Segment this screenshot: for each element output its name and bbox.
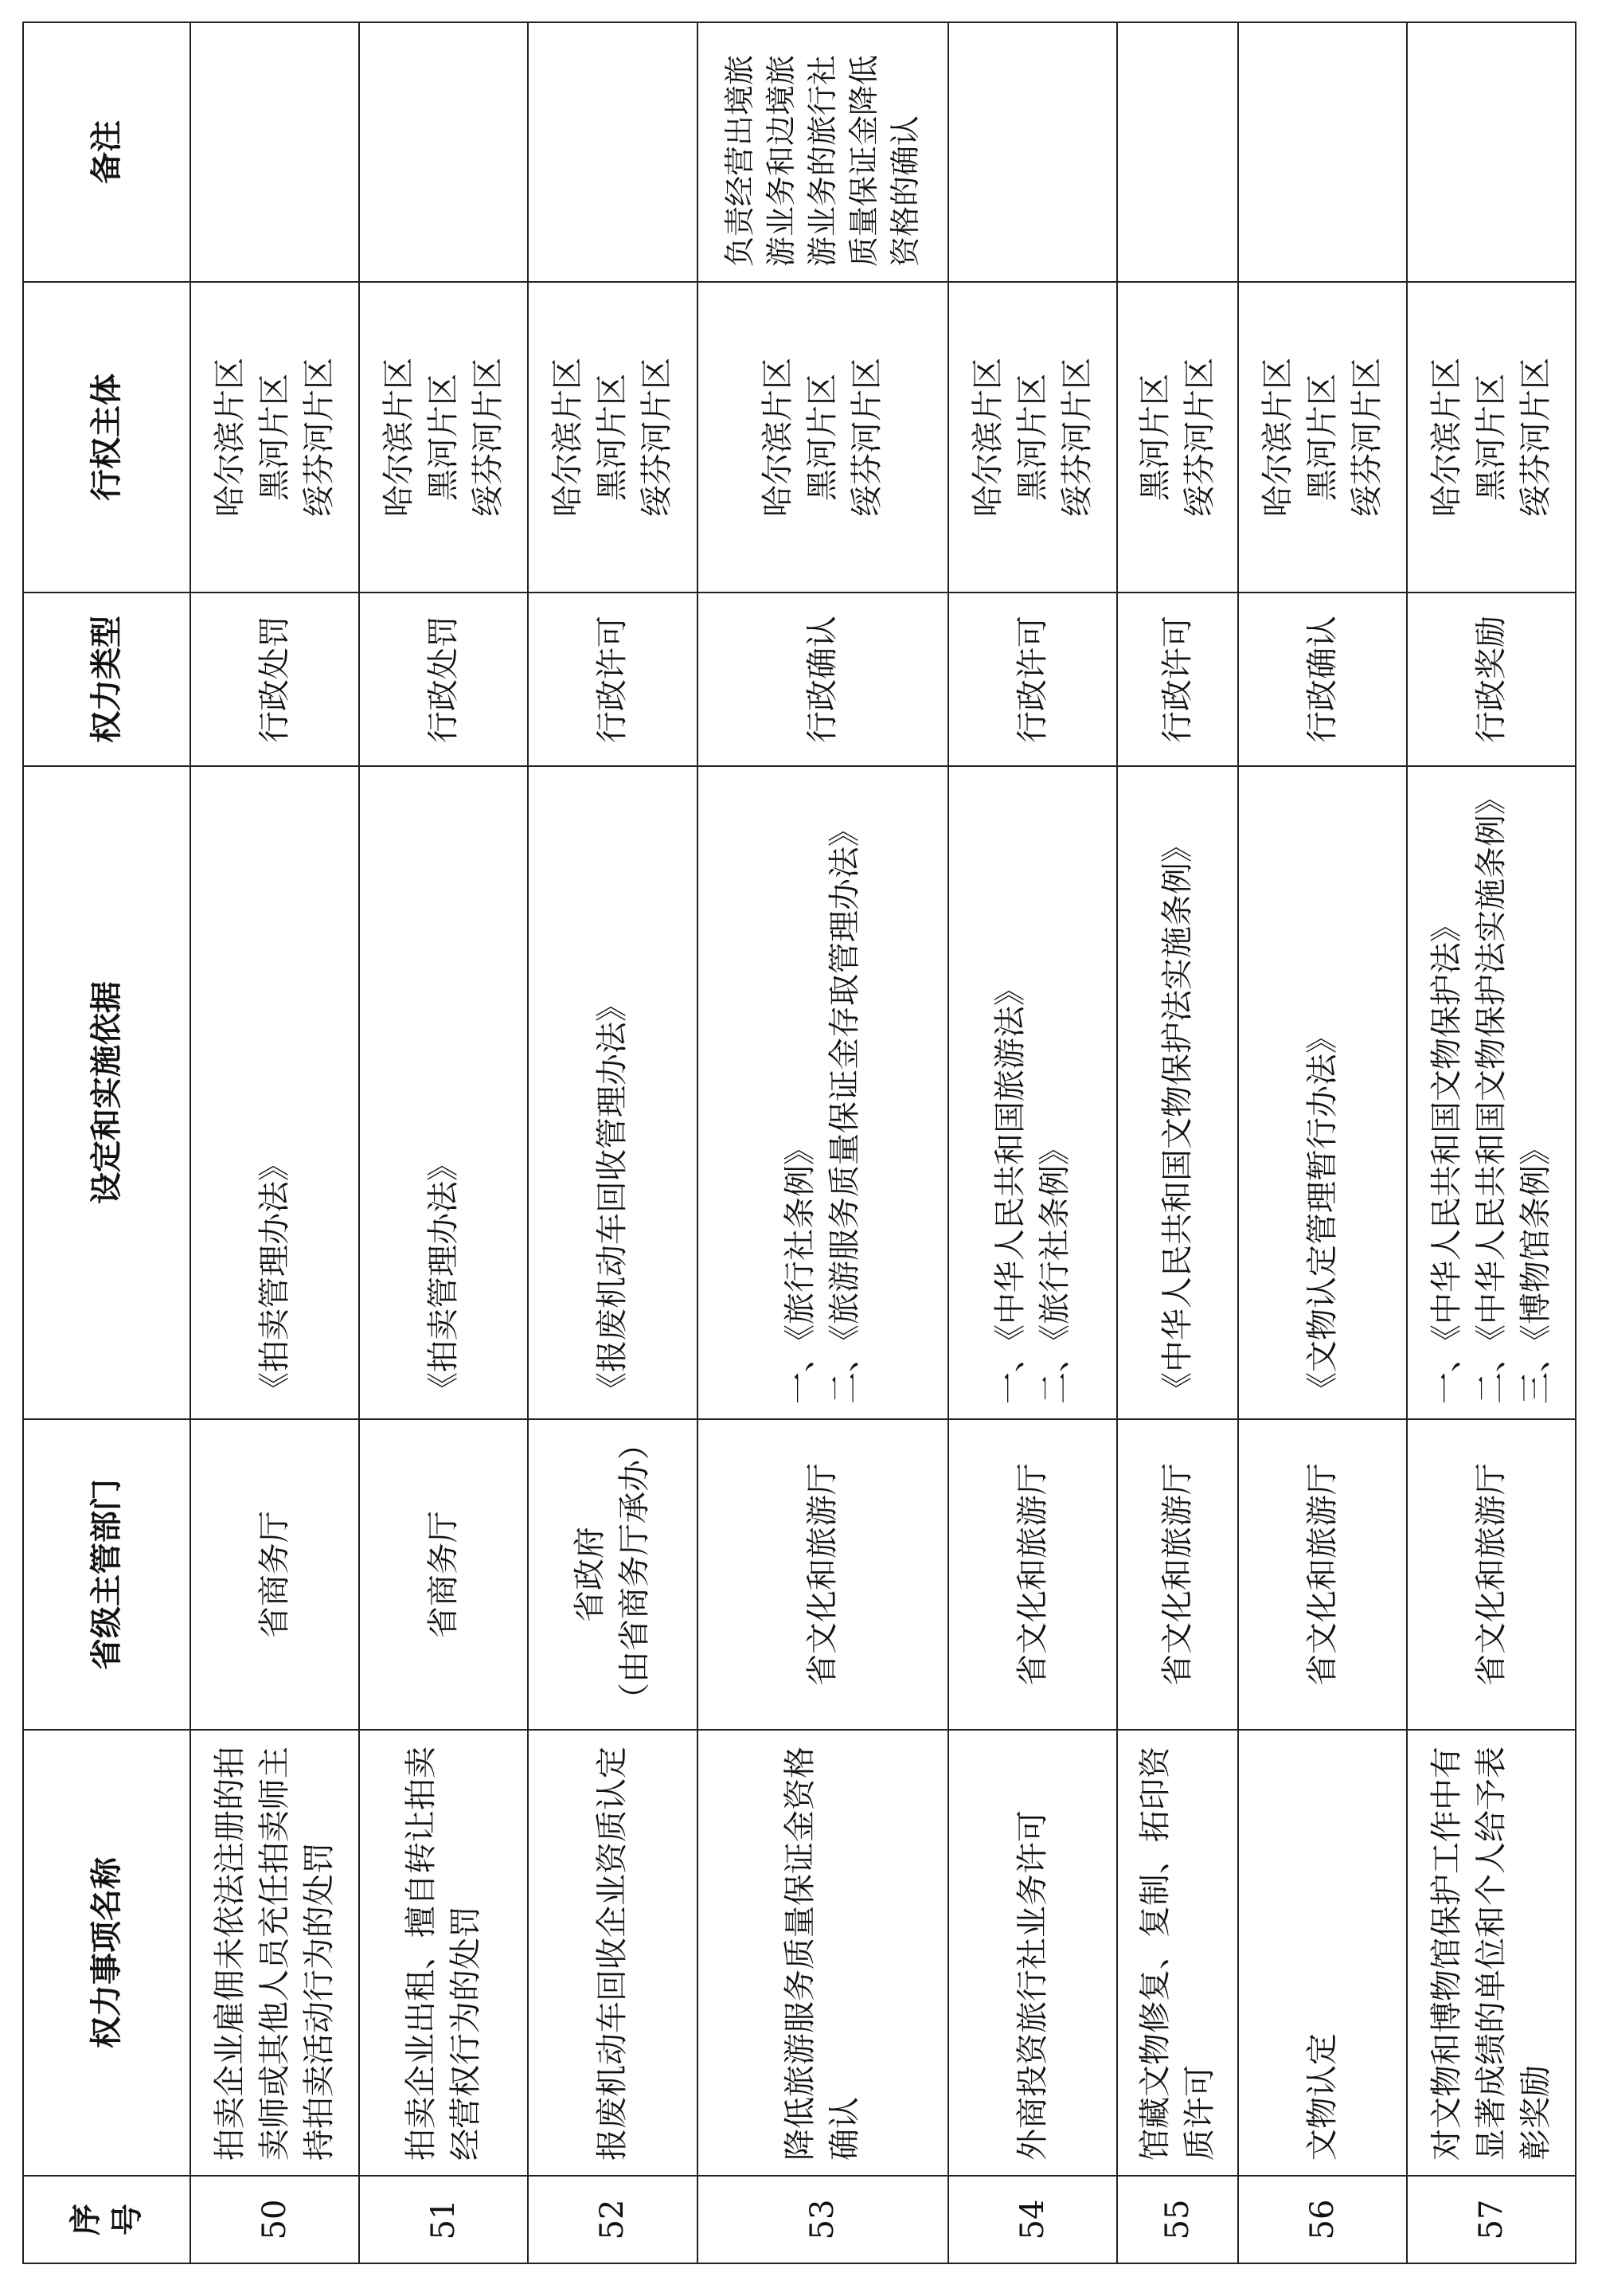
header-subject: 行权主体 <box>23 282 190 593</box>
cell-name: 馆藏文物修复、复制、拓印资质许可 <box>1117 1730 1238 2176</box>
subject-line: 哈尔滨片区 <box>549 358 587 517</box>
table-body <box>190 22 1576 2263</box>
table-row <box>1117 22 1238 2263</box>
basis-line: 一、《中华人民共和国旅游法》 <box>991 974 1029 1404</box>
cell-subject <box>1238 282 1407 593</box>
header-basis: 设定和实施依据 <box>23 766 190 1419</box>
cell-basis <box>190 766 359 1419</box>
cell-dept <box>1117 1419 1238 1730</box>
basis-line: 一、《旅行社条例》 <box>782 1133 819 1404</box>
cell-dept <box>697 1419 948 1730</box>
cell-no: 51 <box>359 2176 528 2263</box>
basis-line: 一、《中华人民共和国文物保护法》 <box>1428 910 1465 1404</box>
table-row <box>1238 22 1407 2263</box>
subject-line: 哈尔滨片区 <box>969 358 1006 517</box>
cell-basis <box>697 766 948 1419</box>
cell-no: 54 <box>948 2176 1117 2263</box>
dept-line: 省政府 <box>572 1527 609 1622</box>
subject-line: 黑河片区 <box>1136 374 1174 501</box>
dept-line: 省文化和旅游厅 <box>1303 1463 1341 1686</box>
subject-line: 绥芬河片区 <box>1058 358 1096 517</box>
cell-basis <box>1117 766 1238 1419</box>
cell-subject <box>359 282 528 593</box>
cell-subject <box>948 282 1117 593</box>
cell-note <box>948 22 1117 282</box>
dept-line: 省商务厅 <box>256 1511 294 1638</box>
subject-line: 黑河片区 <box>804 374 842 501</box>
header-row <box>23 22 190 2263</box>
basis-line: 《报废机动车回收管理办法》 <box>594 990 631 1404</box>
basis-line: 二、《中华人民共和国文物保护法实施条例》 <box>1472 783 1510 1404</box>
cell-dept <box>948 1419 1117 1730</box>
subject-line: 哈尔滨片区 <box>381 358 418 517</box>
dept-line: 省文化和旅游厅 <box>1472 1463 1510 1686</box>
cell-dept <box>1407 1419 1576 1730</box>
table-row <box>190 22 359 2263</box>
cell-name: 拍卖企业雇佣未依法注册的拍卖师或其他人员充任拍卖师主持拍卖活动行为的处罚 <box>190 1730 359 2176</box>
cell-dept <box>1238 1419 1407 1730</box>
table-row <box>1407 22 1576 2263</box>
subject-line: 黑河片区 <box>1303 374 1341 501</box>
dept-line: 省文化和旅游厅 <box>1014 1463 1051 1686</box>
cell-basis <box>528 766 697 1419</box>
power-list-table <box>22 22 1577 2264</box>
cell-type: 行政处罚 <box>359 593 528 766</box>
cell-subject <box>697 282 948 593</box>
dept-line: 省文化和旅游厅 <box>1158 1463 1196 1686</box>
subject-line: 黑河片区 <box>1014 374 1051 501</box>
cell-note: 负责经营出境旅游业务和边境旅游业务的旅行社质量保证金降低资格的确认 <box>697 22 948 282</box>
cell-name: 外商投资旅行社业务许可 <box>948 1730 1117 2176</box>
basis-line: 《中华人民共和国文物保护法实施条例》 <box>1158 831 1196 1404</box>
cell-note <box>1117 22 1238 282</box>
subject-line: 绥芬河片区 <box>639 358 676 517</box>
cell-note <box>190 22 359 282</box>
basis-line: 二、《旅行社条例》 <box>1036 1133 1073 1404</box>
basis-line: 二、《旅游服务质量保证金存取管理办法》 <box>826 815 864 1404</box>
header-dept: 省级主管部门 <box>23 1419 190 1730</box>
cell-note <box>359 22 528 282</box>
cell-no: 53 <box>697 2176 948 2263</box>
subject-line: 绥芬河片区 <box>1348 358 1385 517</box>
subject-line: 黑河片区 <box>594 374 631 501</box>
cell-name: 对文物和博物馆保护工作中有显著成绩的单位和个人给予表彰奖励 <box>1407 1730 1576 2176</box>
cell-dept <box>190 1419 359 1730</box>
subject-line: 黑河片区 <box>425 374 463 501</box>
cell-name: 报废机动车回收企业资质认定 <box>528 1730 697 2176</box>
header-no: 序号 <box>23 2176 190 2263</box>
cell-type: 行政处罚 <box>190 593 359 766</box>
basis-line: 《拍卖管理办法》 <box>256 1149 294 1404</box>
cell-subject <box>1407 282 1576 593</box>
cell-type: 行政许可 <box>528 593 697 766</box>
cell-name: 文物认定 <box>1238 1730 1407 2176</box>
header-note: 备注 <box>23 22 190 282</box>
cell-name: 拍卖企业出租、擅自转让拍卖经营权行为的处罚 <box>359 1730 528 2176</box>
subject-line: 绥芬河片区 <box>301 358 338 517</box>
cell-no: 56 <box>1238 2176 1407 2263</box>
cell-no: 57 <box>1407 2176 1576 2263</box>
subject-line: 绥芬河片区 <box>470 358 507 517</box>
cell-no: 52 <box>528 2176 697 2263</box>
cell-type: 行政许可 <box>1117 593 1238 766</box>
cell-no: 50 <box>190 2176 359 2263</box>
subject-line: 哈尔滨片区 <box>212 358 249 517</box>
cell-dept <box>359 1419 528 1730</box>
subject-line: 哈尔滨片区 <box>760 358 797 517</box>
cell-note <box>1407 22 1576 282</box>
cell-type: 行政奖励 <box>1407 593 1576 766</box>
header-name: 权力事项名称 <box>23 1730 190 2176</box>
cell-basis <box>1238 766 1407 1419</box>
cell-type: 行政确认 <box>1238 593 1407 766</box>
cell-dept <box>528 1419 697 1730</box>
subject-line: 哈尔滨片区 <box>1428 358 1465 517</box>
table-row <box>697 22 948 2263</box>
dept-line: （由省商务厅承办） <box>616 1428 654 1715</box>
basis-line: 《拍卖管理办法》 <box>425 1149 463 1404</box>
cell-name: 降低旅游服务质量保证金资格确认 <box>697 1730 948 2176</box>
dept-line: 省文化和旅游厅 <box>804 1463 842 1686</box>
cell-basis <box>359 766 528 1419</box>
cell-subject <box>190 282 359 593</box>
cell-note <box>1238 22 1407 282</box>
table-row <box>528 22 697 2263</box>
cell-note <box>528 22 697 282</box>
cell-subject <box>1117 282 1238 593</box>
cell-basis <box>948 766 1117 1419</box>
subject-line: 绥芬河片区 <box>1181 358 1218 517</box>
cell-no: 55 <box>1117 2176 1238 2263</box>
table-row <box>359 22 528 2263</box>
cell-basis <box>1407 766 1576 1419</box>
dept-line: 省商务厅 <box>425 1511 463 1638</box>
subject-line: 绥芬河片区 <box>849 358 886 517</box>
subject-line: 黑河片区 <box>1472 374 1510 501</box>
table-row <box>948 22 1117 2263</box>
header-type: 权力类型 <box>23 593 190 766</box>
subject-line: 哈尔滨片区 <box>1259 358 1296 517</box>
cell-type: 行政确认 <box>697 593 948 766</box>
basis-line: 三、《博物馆条例》 <box>1517 1133 1554 1404</box>
cell-type: 行政许可 <box>948 593 1117 766</box>
subject-line: 绥芬河片区 <box>1517 358 1554 517</box>
subject-line: 黑河片区 <box>256 374 294 501</box>
basis-line: 《文物认定管理暂行办法》 <box>1303 1022 1341 1404</box>
cell-subject <box>528 282 697 593</box>
